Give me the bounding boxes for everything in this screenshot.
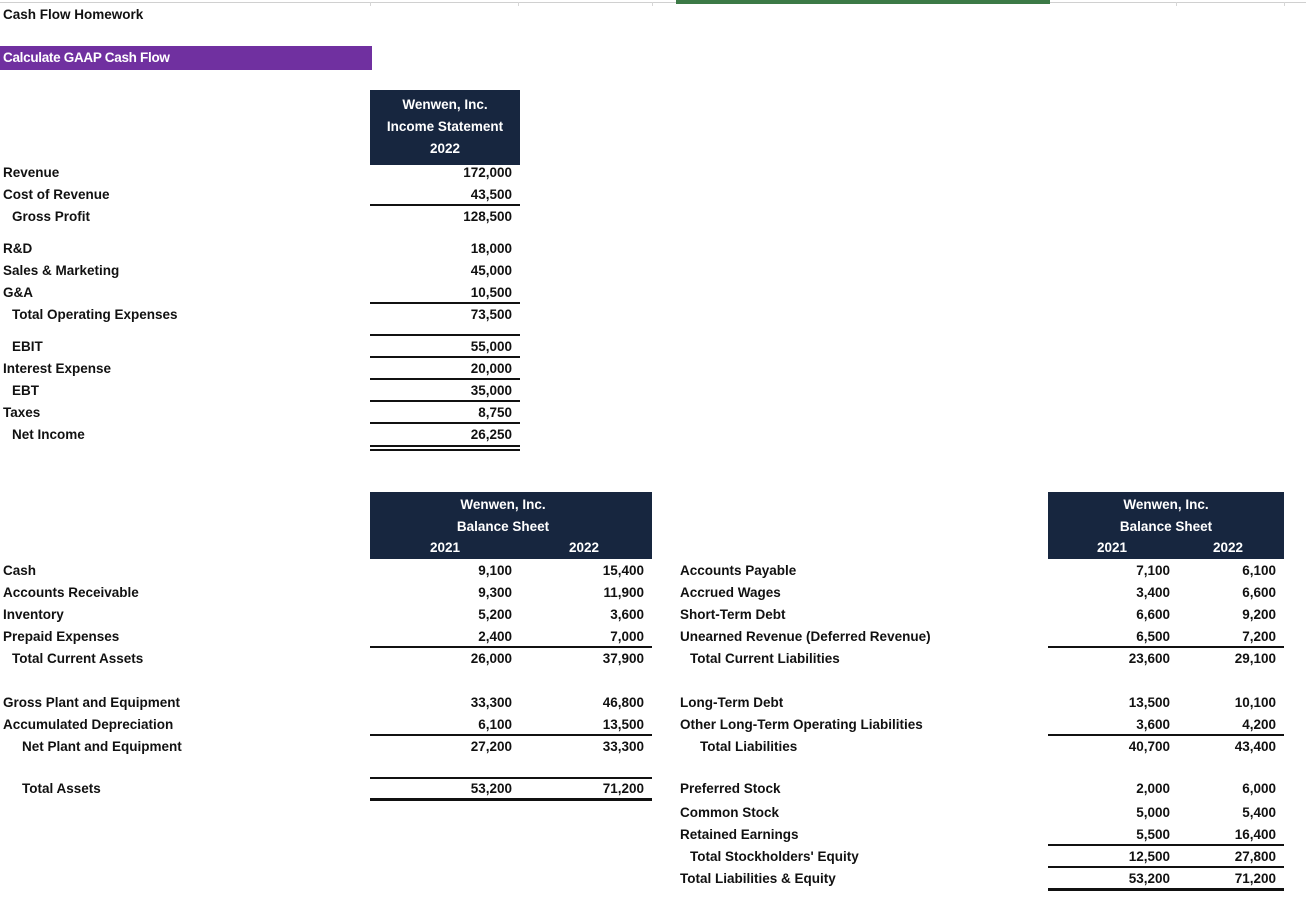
company-name: Wenwen, Inc. xyxy=(1123,497,1209,512)
bs-st-debt-2022[interactable]: 9,200 xyxy=(1242,607,1276,622)
bs-st-debt-2021[interactable]: 6,600 xyxy=(1136,607,1170,622)
company-name: Wenwen, Inc. xyxy=(460,497,546,512)
bs-ar-2022[interactable]: 11,900 xyxy=(603,585,644,600)
is-value-revenue[interactable]: 172,000 xyxy=(463,165,512,180)
is-label-revenue: Revenue xyxy=(3,165,60,180)
col-divider xyxy=(1284,2,1285,6)
is-value-total-opex[interactable]: 73,500 xyxy=(470,307,512,322)
is-value-rnd[interactable]: 18,000 xyxy=(470,241,512,256)
is-value-sales-marketing[interactable]: 45,000 xyxy=(470,263,512,278)
is-label-ebit: EBIT xyxy=(12,339,43,354)
bs-label-inventory: Inventory xyxy=(3,607,64,622)
bs-common-2021[interactable]: 5,000 xyxy=(1136,805,1170,820)
bs-prepaid-2021[interactable]: 2,400 xyxy=(478,629,512,644)
is-value-gna[interactable]: 10,500 xyxy=(470,285,512,300)
bs-label-ap: Accounts Payable xyxy=(680,563,797,578)
bs-tcl-2022[interactable]: 29,100 xyxy=(1234,651,1276,666)
bs-inventory-2021[interactable]: 5,200 xyxy=(478,607,512,622)
bs-total-le-2022[interactable]: 71,200 xyxy=(1234,871,1276,886)
bs-accrued-wages-2021[interactable]: 3,400 xyxy=(1136,585,1170,600)
bs-common-2022[interactable]: 5,400 xyxy=(1242,805,1276,820)
active-cell-indicator[interactable] xyxy=(676,0,1050,4)
bs-label-gross-ppe: Gross Plant and Equipment xyxy=(3,695,181,710)
is-label-net-income: Net Income xyxy=(12,427,85,442)
company-name: Wenwen, Inc. xyxy=(402,97,488,112)
bs-preferred-2022[interactable]: 6,000 xyxy=(1242,781,1276,796)
col-divider xyxy=(1176,2,1177,6)
bs-cash-2022[interactable]: 15,400 xyxy=(602,563,644,578)
bs-other-lt-2021[interactable]: 3,600 xyxy=(1136,717,1170,732)
bs-ap-2022[interactable]: 6,100 xyxy=(1242,563,1276,578)
double-underline xyxy=(370,798,652,801)
is-label-taxes: Taxes xyxy=(3,405,41,420)
liabilities-year-2022: 2022 xyxy=(1213,540,1244,555)
is-label-ebt: EBT xyxy=(12,383,39,398)
is-label-cost-of-revenue: Cost of Revenue xyxy=(3,187,110,202)
is-label-sales-marketing: Sales & Marketing xyxy=(3,263,120,278)
bs-total-equity-2022[interactable]: 27,800 xyxy=(1234,849,1276,864)
double-underline xyxy=(370,449,520,451)
bs-total-liabilities-2021[interactable]: 40,700 xyxy=(1128,739,1170,754)
balance-sheet-assets-header xyxy=(370,492,652,559)
is-value-interest[interactable]: 20,000 xyxy=(470,361,512,376)
section-banner-label: Calculate GAAP Cash Flow xyxy=(3,50,170,65)
income-statement-header xyxy=(370,90,520,165)
bs-lt-debt-2021[interactable]: 13,500 xyxy=(1128,695,1170,710)
statement-year: 2022 xyxy=(429,141,461,156)
bs-label-unearned-revenue: Unearned Revenue (Deferred Revenue) xyxy=(680,629,931,644)
bs-label-ar: Accounts Receivable xyxy=(3,585,139,600)
bs-tca-2022[interactable]: 37,900 xyxy=(602,651,644,666)
bs-label-total-current-assets: Total Current Assets xyxy=(12,651,144,666)
bs-ar-2021[interactable]: 9,300 xyxy=(478,585,512,600)
statement-name: Balance Sheet xyxy=(1119,519,1213,534)
is-label-interest: Interest Expense xyxy=(3,361,112,376)
bs-accrued-wages-2022[interactable]: 6,600 xyxy=(1242,585,1276,600)
is-label-rnd: R&D xyxy=(3,241,33,256)
col-divider xyxy=(370,2,371,6)
bs-label-accrued-wages: Accrued Wages xyxy=(680,585,781,600)
bs-unearned-2021[interactable]: 6,500 xyxy=(1136,629,1170,644)
bs-label-common-stock: Common Stock xyxy=(680,805,780,820)
assets-year-2021: 2021 xyxy=(430,540,461,555)
bs-total-le-2021[interactable]: 53,200 xyxy=(1128,871,1170,886)
is-value-net-income[interactable]: 26,250 xyxy=(470,427,512,442)
bs-label-total-liab-equity: Total Liabilities & Equity xyxy=(680,871,836,886)
bs-total-assets-2022[interactable]: 71,200 xyxy=(602,781,644,796)
bs-retained-2021[interactable]: 5,500 xyxy=(1136,827,1170,842)
bs-tcl-2021[interactable]: 23,600 xyxy=(1128,651,1170,666)
statement-name: Balance Sheet xyxy=(456,519,550,534)
bs-label-total-liabilities: Total Liabilities xyxy=(700,739,798,754)
bs-total-equity-2021[interactable]: 12,500 xyxy=(1128,849,1170,864)
bs-tca-2021[interactable]: 26,000 xyxy=(470,651,512,666)
bs-gross-ppe-2022[interactable]: 46,800 xyxy=(602,695,644,710)
bs-inventory-2022[interactable]: 3,600 xyxy=(610,607,644,622)
bs-accum-dep-2022[interactable]: 13,500 xyxy=(602,717,644,732)
bs-label-net-ppe: Net Plant and Equipment xyxy=(22,739,182,754)
is-value-taxes[interactable]: 8,750 xyxy=(478,405,512,420)
bs-other-lt-2022[interactable]: 4,200 xyxy=(1242,717,1276,732)
sheet-title: Cash Flow Homework xyxy=(3,7,144,22)
bs-prepaid-2022[interactable]: 7,000 xyxy=(610,629,644,644)
double-underline xyxy=(1048,888,1284,891)
is-label-gna: G&A xyxy=(3,285,33,300)
is-value-ebit[interactable]: 55,000 xyxy=(470,339,512,354)
bs-label-total-assets: Total Assets xyxy=(22,781,101,796)
bs-label-prepaid: Prepaid Expenses xyxy=(3,629,120,644)
sheet-top-border xyxy=(0,2,1306,3)
bs-net-ppe-2021[interactable]: 27,200 xyxy=(470,739,512,754)
bs-total-liabilities-2022[interactable]: 43,400 xyxy=(1234,739,1276,754)
bs-ap-2021[interactable]: 7,100 xyxy=(1136,563,1170,578)
is-value-gross-profit[interactable]: 128,500 xyxy=(463,209,512,224)
bs-label-preferred-stock: Preferred Stock xyxy=(680,781,781,796)
is-value-cost-of-revenue[interactable]: 43,500 xyxy=(470,187,512,202)
assets-year-2022: 2022 xyxy=(569,540,600,555)
bs-unearned-2022[interactable]: 7,200 xyxy=(1242,629,1276,644)
bs-net-ppe-2022[interactable]: 33,300 xyxy=(602,739,644,754)
bs-label-other-lt-liabilities: Other Long-Term Operating Liabilities xyxy=(680,717,923,732)
bs-label-accum-dep: Accumulated Depreciation xyxy=(3,717,174,732)
is-label-gross-profit: Gross Profit xyxy=(12,209,91,224)
col-divider xyxy=(518,2,519,6)
col-divider xyxy=(652,2,653,6)
bs-label-st-debt: Short-Term Debt xyxy=(680,607,786,622)
liabilities-year-2021: 2021 xyxy=(1097,540,1128,555)
bs-accum-dep-2021[interactable]: 6,100 xyxy=(478,717,512,732)
bs-label-total-current-liabilities: Total Current Liabilities xyxy=(690,651,840,666)
double-underline xyxy=(370,445,520,447)
is-label-total-opex: Total Operating Expenses xyxy=(12,307,178,322)
bs-label-total-equity: Total Stockholders' Equity xyxy=(690,849,859,864)
bs-preferred-2021[interactable]: 2,000 xyxy=(1136,781,1170,796)
bs-gross-ppe-2021[interactable]: 33,300 xyxy=(470,695,512,710)
bs-total-assets-2021[interactable]: 53,200 xyxy=(470,781,512,796)
bs-label-retained-earnings: Retained Earnings xyxy=(680,827,799,842)
is-value-ebt[interactable]: 35,000 xyxy=(470,383,512,398)
bs-cash-2021[interactable]: 9,100 xyxy=(478,563,512,578)
bs-label-lt-debt: Long-Term Debt xyxy=(680,695,784,710)
statement-name: Income Statement xyxy=(386,119,504,134)
bs-label-cash: Cash xyxy=(3,563,37,578)
bs-retained-2022[interactable]: 16,400 xyxy=(1234,827,1276,842)
bs-lt-debt-2022[interactable]: 10,100 xyxy=(1234,695,1276,710)
balance-sheet-liabilities-header xyxy=(1048,492,1284,559)
